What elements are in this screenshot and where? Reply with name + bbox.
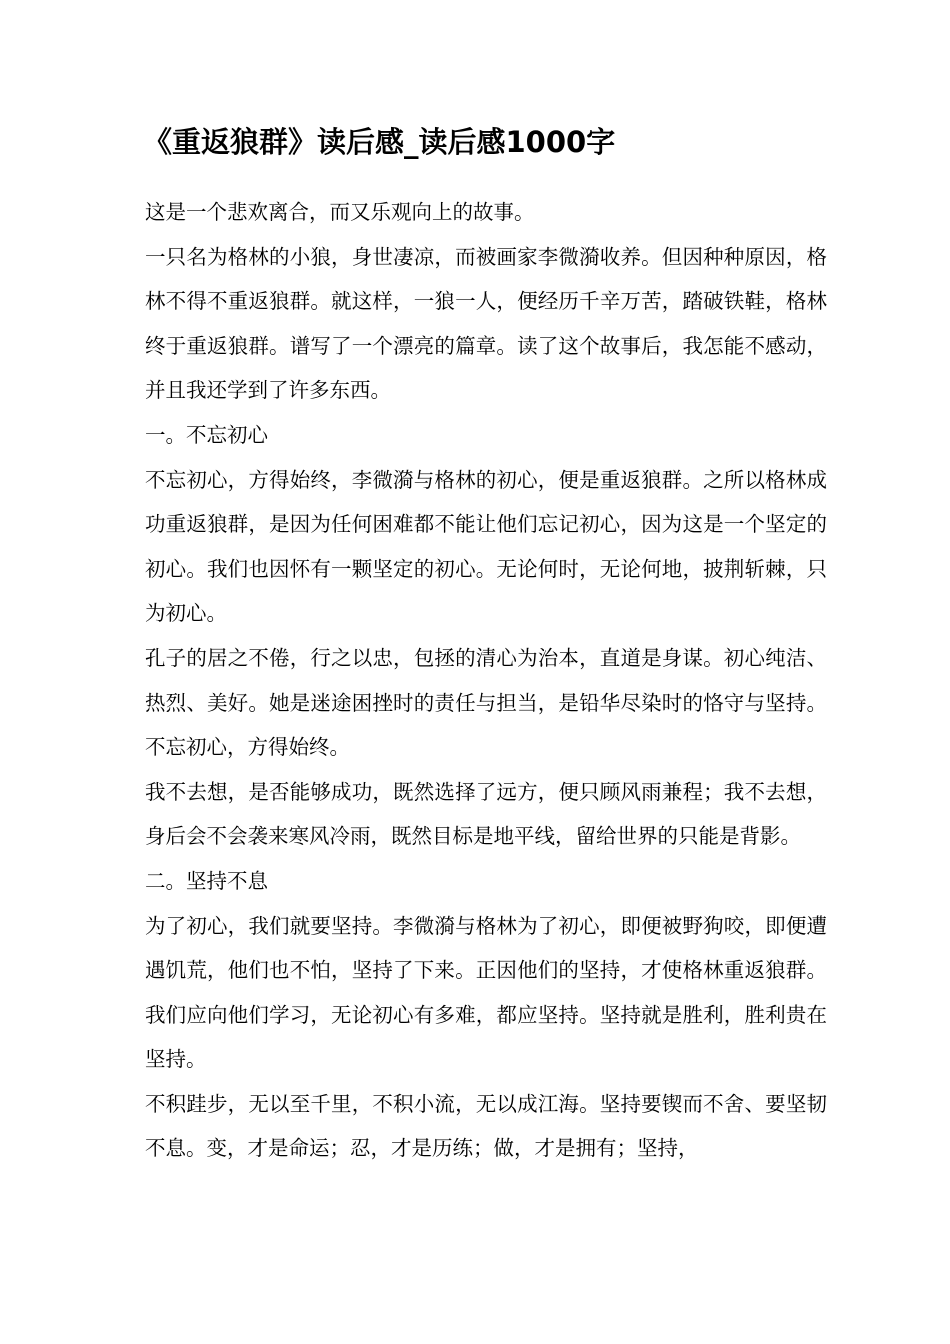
section-heading-1: 一。不忘初心 — [145, 422, 268, 447]
paragraph-intro: 这是一个悲欢离合，而又乐观向上的故事。 — [145, 200, 535, 224]
paragraph: 不忘初心，方得始终，李微漪与格林的初心，便是重返狼群。之所以格林成功重返狼群，是因为任何困难都不能让他们忘记初心，因为这是一个坚定的初心。我们也因怀有一颗坚定的初心。无论何时，无论何地，披荆斩棘，只为初心。 — [145, 467, 827, 626]
paragraph-story: 一只名为格林的小狼，身世凄凉，而被画家李微漪收养。但因种种原因，格林不得不重返狼群。就这样，一狼一人，便经历千辛万苦，踏破铁鞋，格林终于重返狼群。谱写了一个漂亮的篇章。读了这个故事后，我怎能不感动，并且我还学到了许多东西。 — [145, 244, 827, 403]
paragraph: 为了初心，我们就要坚持。李微漪与格林为了初心，即便被野狗咬，即便遭遇饥荒，他们也不怕，坚持了下来。正因他们的坚持，才使格林重返狼群。我们应向他们学习，无论初心有多难，都应坚持。坚持就是胜利，胜利贵在坚持。 — [145, 913, 827, 1072]
document-title: 《重返狼群》读后感_读后感1000字 — [143, 125, 616, 159]
section-heading-2: 二。坚持不息 — [145, 868, 268, 893]
paragraph: 我不去想，是否能够成功，既然选择了远方，便只顾风雨兼程；我不去想，身后会不会袭来寒风冷雨，既然目标是地平线，留给世界的只能是背影。 — [145, 779, 827, 849]
paragraph: 不积跬步，无以至千里，不积小流，无以成江海。坚持要锲而不舍、要坚韧不息。变，才是命运；忍，才是历练；做，才是拥有；坚持， — [145, 1091, 827, 1161]
document-body — [145, 190, 827, 1171]
paragraph: 孔子的居之不倦，行之以忠，包拯的清心为治本，直道是身谋。初心纯洁、热烈、美好。她是迷途困挫时的责任与担当，是铅华尽染时的恪守与坚持。不忘初心，方得始终。 — [145, 645, 827, 760]
